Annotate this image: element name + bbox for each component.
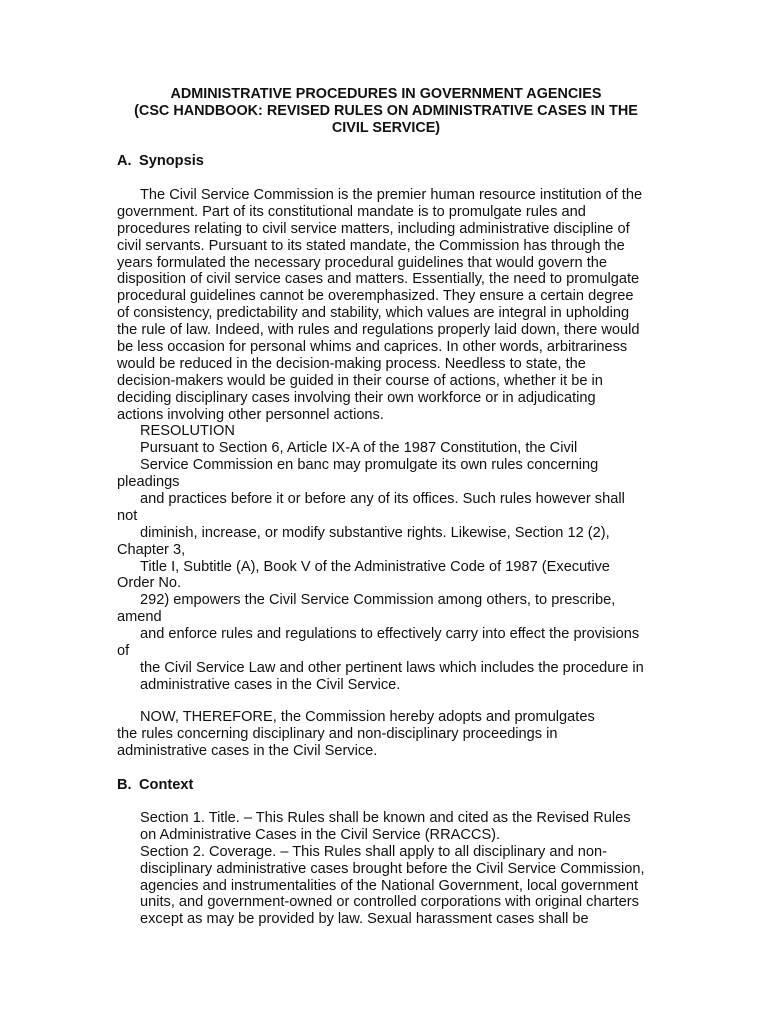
- section-a-heading: [117, 153, 204, 170]
- context-paragraph: [117, 810, 677, 928]
- text-line: not: [117, 507, 138, 524]
- text-line: except as may be provided by law. Sexual harassment cases shall be: [140, 911, 589, 928]
- text-line: Order No.: [117, 575, 182, 592]
- text-line: years formulated the necessary procedural guidelines that would govern the: [117, 254, 607, 271]
- text-line: diminish, increase, or modify substantive rights. Likewise, Section 12 (2),: [140, 524, 610, 541]
- text-line: Section 1. Title. – This Rules shall be known and cited as the Revised Rules: [140, 810, 631, 826]
- section-title: Synopsis: [139, 153, 204, 169]
- text-line: decision-makers would be guided in their course of actions, whether it be in: [117, 372, 603, 389]
- text-line: amend: [117, 609, 162, 626]
- title-line: (CSC HANDBOOK: REVISED RULES ON ADMINISTRATIVE CASES IN THE: [134, 103, 638, 119]
- resolution-label: RESOLUTION: [140, 423, 235, 440]
- text-line: would be reduced in the decision-making process. Needless to state, the: [117, 355, 586, 372]
- text-line: of consistency, predictability and stability, which values are integral in upholding: [117, 305, 630, 322]
- text-line: the rules concerning disciplinary and non-disciplinary proceedings in: [117, 725, 558, 742]
- text-line: deciding disciplinary cases involving their own workforce or in adjudicating: [117, 389, 596, 406]
- text-line: Service Commission en banc may promulgate its own rules concerning: [140, 457, 599, 474]
- document-title: [96, 86, 676, 137]
- title-line: CIVIL SERVICE): [331, 120, 441, 136]
- title-line: ADMINISTRATIVE PROCEDURES IN GOVERNMENT AGENCIES: [170, 86, 602, 102]
- text-line: units, and government-owned or controlled corporations with original charters: [140, 894, 639, 911]
- text-line: of: [117, 643, 130, 660]
- text-line: disciplinary administrative cases brought before the Civil Service Commission,: [140, 860, 645, 877]
- text-line: and enforce rules and regulations to effectively carry into effect the provisions: [140, 626, 640, 643]
- now-therefore-paragraph: [117, 709, 677, 760]
- text-line: procedural guidelines cannot be overemphasized. They ensure a certain degree: [117, 288, 634, 305]
- section-letter: A.: [117, 153, 132, 169]
- section-letter: B.: [117, 777, 132, 793]
- synopsis-paragraph: [117, 187, 677, 694]
- text-line: administrative cases in the Civil Service.: [117, 742, 378, 759]
- text-line: procedures relating to civil service matters, including administrative discipline of: [117, 220, 630, 237]
- text-line: administrative cases in the Civil Service.: [140, 676, 401, 693]
- text-line: The Civil Service Commission is the premier human resource institution of the: [140, 187, 643, 203]
- text-line: Chapter 3,: [117, 541, 186, 558]
- text-line: disposition of civil service cases and matters. Essentially, the need to promulgate: [117, 271, 640, 288]
- text-line: the Civil Service Law and other pertinent laws which includes the procedure in: [140, 659, 644, 676]
- text-line: 292) empowers the Civil Service Commission among others, to prescribe,: [140, 592, 616, 609]
- text-line: on Administrative Cases in the Civil Service (RRACCS).: [140, 826, 501, 843]
- section-b-heading: [117, 777, 193, 794]
- text-line: Section 2. Coverage. – This Rules shall apply to all disciplinary and non-: [140, 843, 607, 860]
- text-line: government. Part of its constitutional mandate is to promulgate rules and: [117, 203, 586, 220]
- text-line: pleadings: [117, 474, 180, 491]
- text-line: actions involving other personnel actions.: [117, 406, 384, 423]
- text-line: NOW, THEREFORE, the Commission hereby adopts and promulgates: [140, 709, 595, 725]
- text-line: agencies and instrumentalities of the National Government, local government: [140, 877, 639, 894]
- text-line: be less occasion for personal whims and caprices. In other words, arbitrariness: [117, 339, 628, 356]
- text-line: civil servants. Pursuant to its stated mandate, the Commission has through the: [117, 237, 625, 254]
- text-line: Title I, Subtitle (A), Book V of the Administrative Code of 1987 (Executive: [140, 558, 610, 575]
- section-title: Context: [139, 777, 194, 793]
- text-line: Pursuant to Section 6, Article IX-A of the 1987 Constitution, the Civil: [140, 440, 578, 457]
- text-line: and practices before it or before any of its offices. Such rules however shall: [140, 491, 625, 508]
- text-line: the rule of law. Indeed, with rules and regulations properly laid down, there would: [117, 322, 640, 339]
